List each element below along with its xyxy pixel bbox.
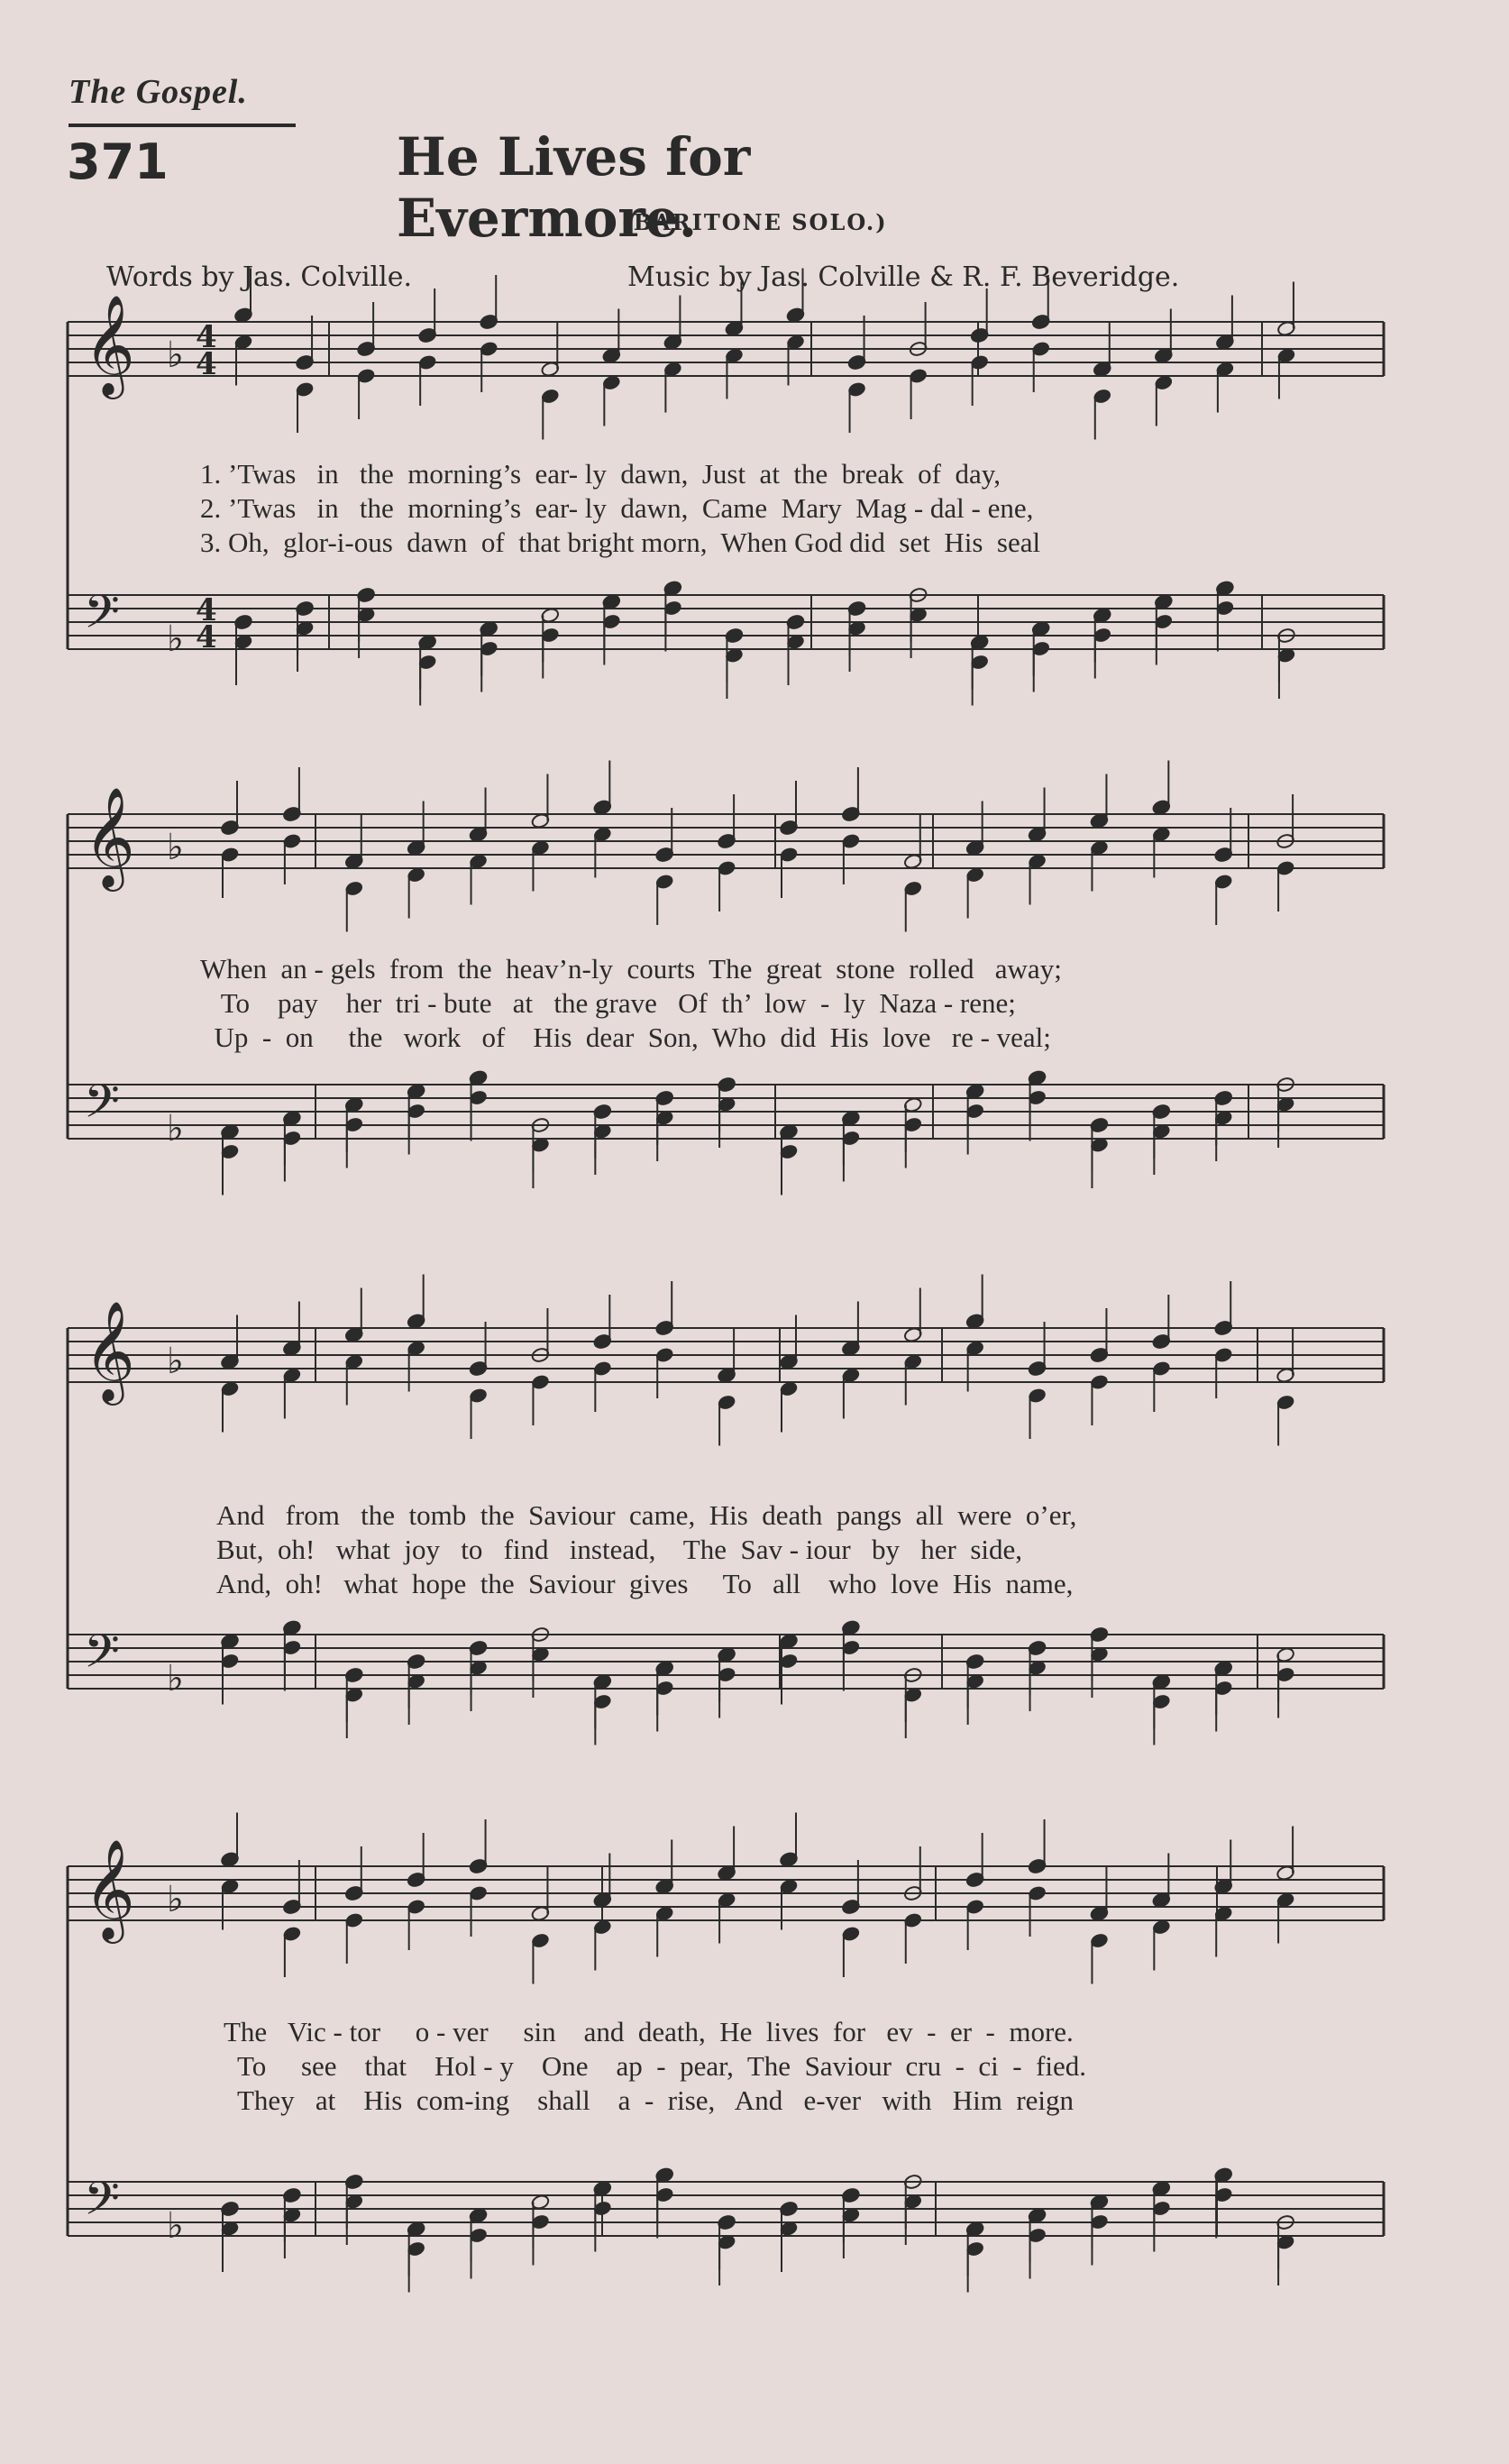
time-signature-bottom: 4 <box>196 619 217 655</box>
lyric-line-s2-v1: When an - gels from the heav’n-ly courts The great stone rolled away; <box>200 953 1062 985</box>
flat-icon: ♭ <box>167 1658 184 1699</box>
bass-clef-icon: 𝄢 <box>84 1074 120 1140</box>
bass-clef-icon: 𝄢 <box>84 2171 120 2237</box>
hymn-number: 371 <box>67 133 169 190</box>
lyric-line-s3-v3: And, oh! what hope the Saviour gives To all who love His name, <box>216 1568 1074 1599</box>
lyric-line-s1-v1: 1. ’Twas in the morning’s ear- ly dawn, Just at the break of day, <box>200 458 1001 490</box>
flat-icon: ♭ <box>167 1341 184 1382</box>
lyric-line-s3-v1: And from the tomb the Saviour came, His death pangs all were o’er, <box>216 1499 1077 1531</box>
lyric-line-s1-v2: 2. ’Twas in the morning’s ear- ly dawn, Came Mary Mag - dal - ene, <box>200 492 1034 524</box>
flat-icon: ♭ <box>167 827 184 868</box>
lyric-line-s2-v2: To pay her tri - bute at the grave Of th’ low - ly Naza - rene; <box>200 987 1016 1019</box>
flat-icon: ♭ <box>167 1879 184 1920</box>
lyric-line-s3-v2: But, oh! what joy to find instead, The Sav - iour by her side, <box>216 1534 1023 1565</box>
time-signature-top: 4 <box>196 592 217 628</box>
hymn-title: He Lives for Evermore. <box>397 126 751 249</box>
music-credit: Music by Jas. Colville & R. F. Beveridge. <box>627 261 1180 293</box>
flat-icon: ♭ <box>167 2205 184 2247</box>
lyric-line-s2-v3: Up - on the work of His dear Son, Who did His love re - veal; <box>200 1021 1051 1053</box>
lyric-line-s4-v3: They at His com-ing shall a - rise, And e-ver with Him reign <box>224 2084 1075 2116</box>
treble-clef-icon: 𝄞 <box>84 1300 135 1401</box>
lyric-line-s4-v1: The Vic - tor o - ver sin and death, He lives for ev - er - more. <box>224 2016 1074 2047</box>
flat-icon: ♭ <box>167 334 184 376</box>
lyric-line-s1-v3: 3. Oh, glor-i-ous dawn of that bright morn, When God did set His seal <box>200 527 1041 558</box>
bass-clef-icon: 𝄢 <box>84 1624 120 1690</box>
section-label: The Gospel. <box>69 73 248 111</box>
treble-clef-icon: 𝄞 <box>84 294 135 395</box>
flat-icon: ♭ <box>167 1108 184 1150</box>
time-signature-bottom: 4 <box>196 346 217 382</box>
lyric-line-s4-v2: To see that Hol - y One ap - pear, The Saviour cru - ci - fied. <box>224 2050 1087 2082</box>
hymn-subtitle: (BARITONE SOLO.) <box>621 209 888 235</box>
treble-clef-icon: 𝄞 <box>84 786 135 887</box>
words-credit: Words by Jas. Colville. <box>106 261 413 293</box>
bass-clef-icon: 𝄢 <box>84 584 120 650</box>
flat-icon: ♭ <box>167 618 184 660</box>
time-signature-top: 4 <box>196 319 217 355</box>
treble-clef-icon: 𝄞 <box>84 1838 135 1939</box>
